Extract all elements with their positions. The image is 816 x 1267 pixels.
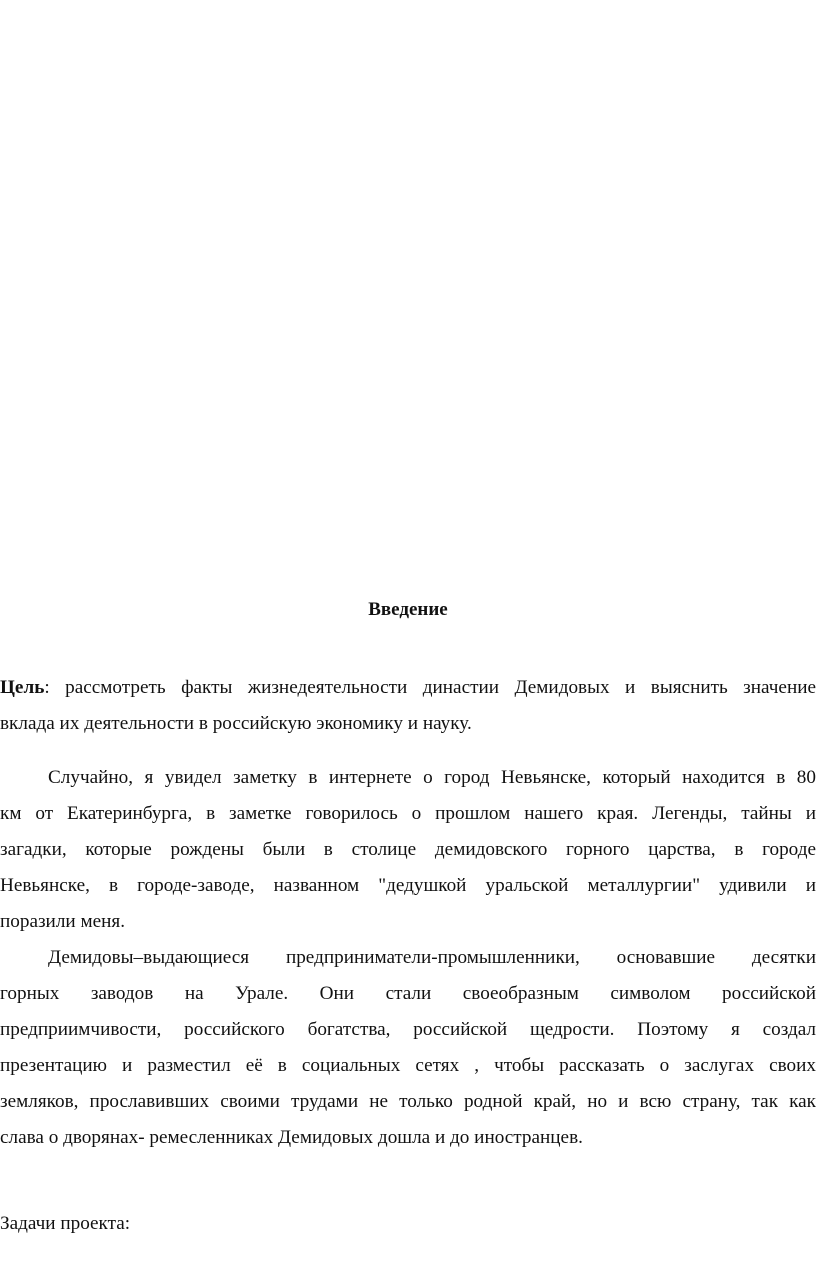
goal-line-2: вклада их деятельности в российскую экономику и науку. (0, 713, 472, 734)
goal-text-1: : рассмотреть факты жизнедеятельности династии Демидовых и выяснить значение (44, 677, 816, 698)
tasks-label: Задачи проекта: (0, 1213, 131, 1234)
paragraph-2-line-5: земляков, прославивших своими трудами не только родной край, но и всю страну, так как (0, 1091, 816, 1112)
paragraph-1-line-2: км от Екатеринбурга, в заметке говорилось о прошлом нашего края. Легенды, тайны и (0, 803, 816, 824)
goal-label: Цель (0, 677, 45, 698)
paragraph-2-line-3: предприимчивости, российского богатства, российской щедрости. Поэтому я создал (0, 1019, 816, 1040)
goal-line-1 (0, 670, 816, 706)
paragraph-2-line-1: Демидовы–выдающиеся предприниматели-промышленники, основавшие десятки (48, 947, 816, 968)
paragraph-1-line-1: Случайно, я увидел заметку в интернете о город Невьянске, который находится в 80 (48, 767, 816, 788)
paragraph-1-line-4: Невьянске, в городе-заводе, названном "дедушкой уральской металлургии" удивили и (0, 875, 816, 896)
paragraph-1-line-3: загадки, которые рождены были в столице демидовского горного царства, в городе (0, 839, 816, 860)
paragraph-1 (0, 760, 816, 940)
section-heading: Введение (368, 599, 448, 620)
paragraph-2 (0, 940, 816, 1156)
paragraph-2-line-4: презентацию и разместил её в социальных сетях , чтобы рассказать о заслугах своих (0, 1055, 816, 1076)
paragraph-1-line-5: поразили меня. (0, 911, 126, 932)
goal-paragraph (0, 670, 816, 742)
paragraph-2-line-6: слава о дворянах- ремесленниках Демидовых дошла и до иностранцев. (0, 1127, 583, 1148)
paragraph-2-line-2: горных заводов на Урале. Они стали своеобразным символом российской (0, 983, 816, 1004)
